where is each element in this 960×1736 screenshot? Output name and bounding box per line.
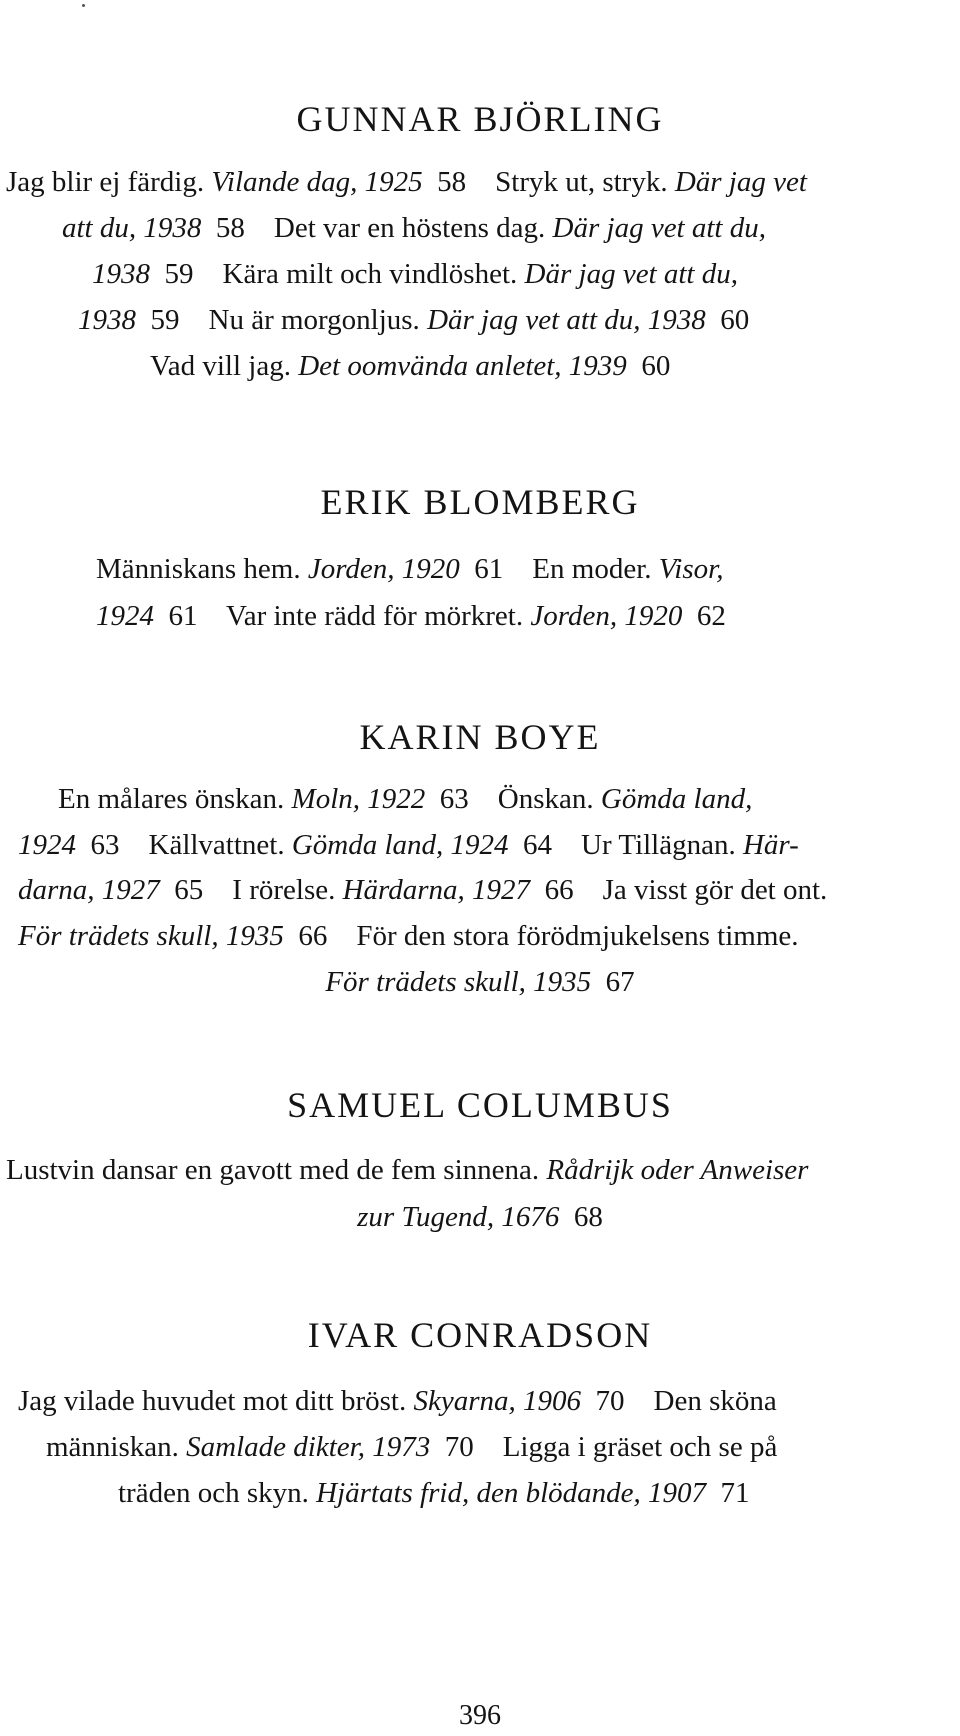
- poem-title-text: 58 Det var en höstens dag.: [201, 212, 553, 244]
- source-title-text: 1924: [96, 600, 154, 632]
- entry-line: [96, 555, 723, 584]
- poem-title-text: 62: [682, 600, 726, 632]
- source-title-text: Jorden, 1920: [530, 600, 683, 632]
- source-title-text: 1938: [78, 304, 136, 336]
- poem-title-text: 60: [626, 350, 671, 382]
- source-title-text: Härdarna, 1927: [342, 874, 531, 906]
- poem-title-text: 60: [705, 304, 750, 336]
- entry-line: [0, 1203, 960, 1232]
- poem-title-text: Lustvin dansar en gavott med de fem sinnena.: [6, 1154, 547, 1186]
- entry-line: [18, 1387, 777, 1416]
- source-title-text: Här-: [742, 829, 799, 861]
- source-title-text: Hjärtats frid, den blödande, 1907: [316, 1477, 707, 1509]
- section-heading-conradson: IVAR CONRADSON: [307, 1315, 653, 1355]
- source-title-text: zur Tugend, 1676: [357, 1201, 560, 1233]
- poem-title-text: 67: [591, 966, 635, 998]
- section-heading-boye: KARIN BOYE: [359, 717, 601, 757]
- poem-title-text: människan.: [46, 1431, 187, 1463]
- source-title-text: Moln, 1922: [291, 783, 426, 815]
- entry-line: [96, 602, 726, 631]
- entry-line: [18, 876, 827, 905]
- entry-line: [6, 168, 807, 197]
- poem-title-text: 61 En moder.: [459, 553, 659, 585]
- source-title-text: 1924: [18, 829, 76, 861]
- poem-title-text: 61 Var inte rädd för mörkret.: [154, 600, 531, 632]
- poem-title-text: Jag blir ej färdig.: [6, 166, 212, 198]
- poem-title-text: En målares önskan.: [58, 783, 292, 815]
- poem-title-text: Människans hem.: [96, 553, 308, 585]
- poem-title-text: 71: [706, 1477, 750, 1509]
- poem-title-text: träden och skyn.: [118, 1477, 317, 1509]
- source-title-text: Rådrijk oder Anweiser: [546, 1154, 809, 1186]
- entry-line: [118, 1479, 750, 1508]
- section-heading-blomberg: ERIK BLOMBERG: [320, 482, 640, 522]
- entry-line: [78, 306, 749, 335]
- poem-title-text: 70 Ligga i gräset och se på: [430, 1431, 778, 1463]
- source-title-text: Jorden, 1920: [307, 553, 460, 585]
- source-title-text: att du, 1938: [62, 212, 202, 244]
- source-title-text: Visor,: [658, 553, 724, 585]
- poem-title-text: 65 I rörelse.: [159, 874, 343, 906]
- poem-title-text: 58 Stryk ut, stryk.: [422, 166, 675, 198]
- entry-line: [18, 831, 799, 860]
- entry-line: [6, 1156, 808, 1185]
- poem-title-text: 63 Önskan.: [425, 783, 601, 815]
- poem-title-text: 70 Den sköna: [581, 1385, 777, 1417]
- poem-title-text: 59 Kära milt och vindlöshet.: [150, 258, 525, 290]
- source-title-text: Skyarna, 1906: [413, 1385, 582, 1417]
- poem-title-text: 64 Ur Tillägnan.: [508, 829, 743, 861]
- source-title-text: Gömda land,: [600, 783, 753, 815]
- source-title-text: darna, 1927: [18, 874, 160, 906]
- speck: [82, 4, 85, 7]
- poem-title-text: 66 Ja visst gör det ont.: [530, 874, 828, 906]
- source-title-text: Där jag vet att du,: [524, 258, 738, 290]
- poem-title-text: Vad vill jag.: [150, 350, 299, 382]
- source-title-text: Där jag vet att du,: [552, 212, 766, 244]
- source-title-text: Samlade dikter, 1973: [186, 1431, 431, 1463]
- poem-title-text: 59 Nu är morgonljus.: [136, 304, 428, 336]
- entry-line: [92, 260, 738, 289]
- poem-title-text: 68: [559, 1201, 603, 1233]
- source-title-text: Där jag vet att du, 1938: [427, 304, 706, 336]
- entry-line: [0, 968, 960, 997]
- source-title-text: Det oomvända anletet, 1939: [298, 350, 627, 382]
- poem-title-text: Jag vilade huvudet mot ditt bröst.: [18, 1385, 414, 1417]
- entry-line: [46, 1433, 777, 1462]
- source-title-text: 1938: [92, 258, 150, 290]
- source-title-text: Gömda land, 1924: [291, 829, 509, 861]
- page-number: 396: [459, 1700, 501, 1731]
- poem-title-text: 66 För den stora förödmjukelsens timme.: [283, 920, 799, 952]
- source-title-text: Där jag vet: [674, 166, 807, 198]
- poem-title-text: 63 Källvattnet.: [76, 829, 292, 861]
- section-heading-bjorling: GUNNAR BJÖRLING: [296, 99, 664, 139]
- source-title-text: För trädets skull, 1935: [18, 920, 284, 952]
- entry-line: [62, 214, 766, 243]
- source-title-text: För trädets skull, 1935: [325, 966, 592, 998]
- section-heading-columbus: SAMUEL COLUMBUS: [287, 1085, 673, 1125]
- entry-line: [18, 922, 799, 951]
- entry-line: [150, 352, 670, 381]
- source-title-text: Vilande dag, 1925: [211, 166, 423, 198]
- entry-line: [58, 785, 752, 814]
